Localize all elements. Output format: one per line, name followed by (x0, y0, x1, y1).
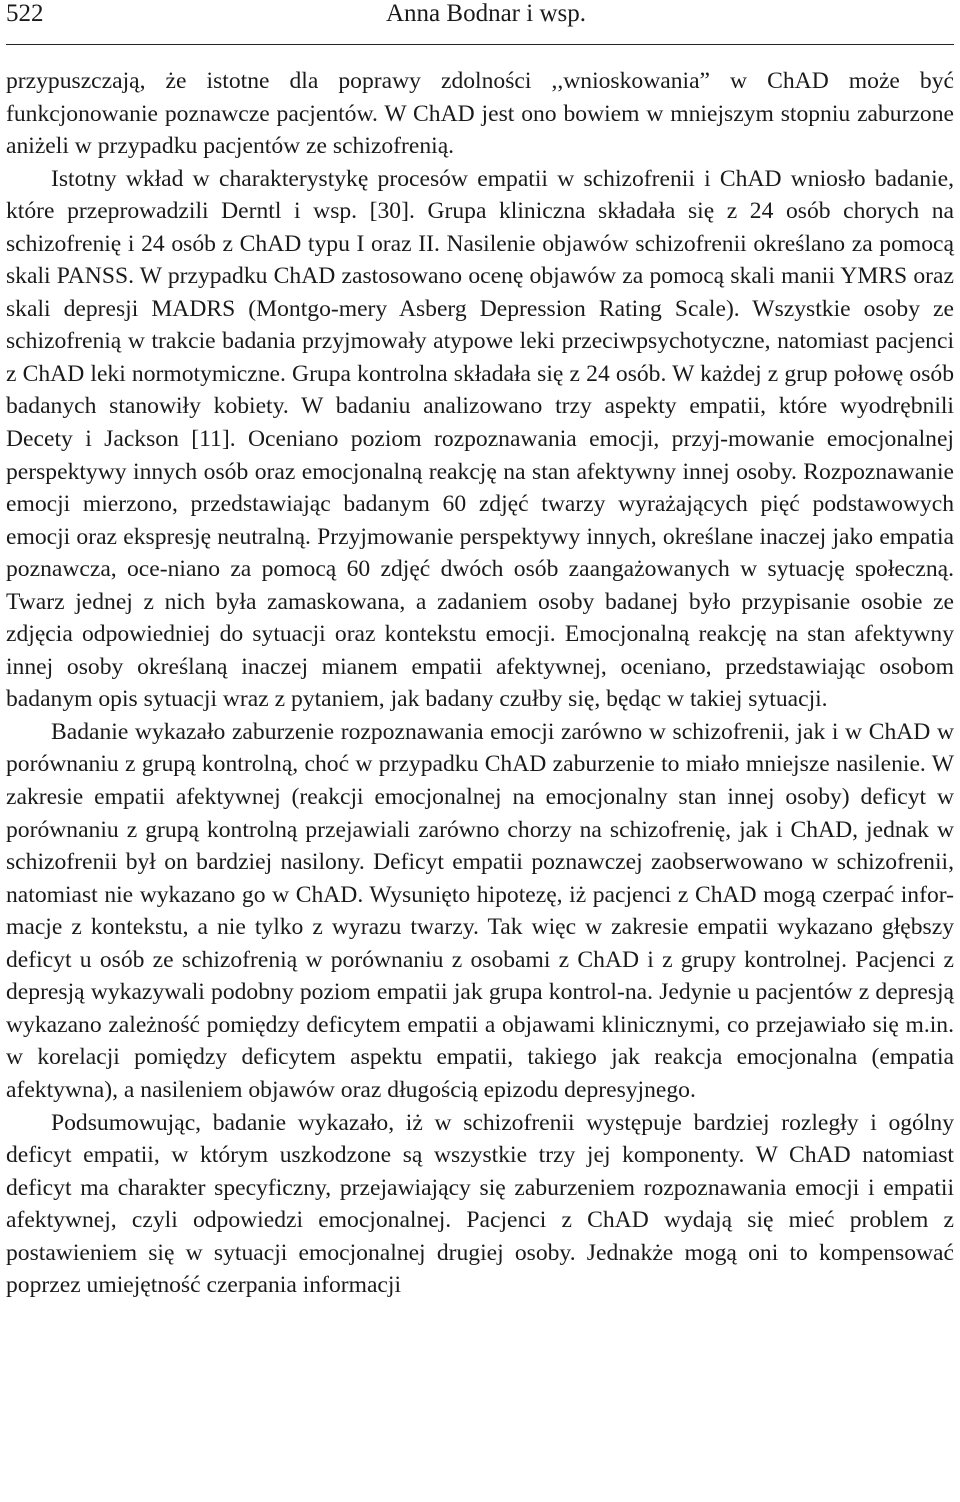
paragraph-1: przypuszczają, że istotne dla poprawy zdolności ,,wnioskowania” w ChAD może być funkcjonowanie poznawcze pacjentów. W ChAD jest ono bowiem w mniejszym stopniu zaburzone aniżeli w przypadku pacjentów ze schizofrenią. (6, 68, 954, 160)
page-header (6, 0, 954, 45)
body-text (6, 65, 954, 1302)
paragraph-3: Badanie wykazało zaburzenie rozpoznawania emocji zarówno w schizofrenii, jak i w ChAD w porównaniu z grupą kontrolną, choć w przypadku ChAD zaburzenie to miało mniejsze nasilenie. W zakresie empatii afektywnej (reakcji emocjonalnej na emocjonalny stan innej osoby) deficyt w porównaniu z grupą kontrolną przejawiali zarówno chorzy na schizofrenię, jak i ChAD, jednak w schizofrenii był on bardziej nasilony. Deficyt empatii poznawczej zaobserwowano w schizofrenii, natomiast nie wykazano go w ChAD. Wysunięto hipotezę, iż pacjenci z ChAD mogą czerpać infor-macje z kontekstu, a nie tylko z wyrazu twarzy. Tak więc w zakresie empatii wykazano głębszy deficyt u osób ze schizofrenią w porównaniu z osobami z ChAD i z grupy kontrolnej. Pacjenci z depresją wykazywali podobny poziom empatii jak grupa kontrol-na. Jedynie u pacjentów z depresją wykazano zależność pomiędzy deficytem empatii a objawami klinicznymi, co przejawiało się m.in. w korelacji pomiędzy deficytem aspektu empatii, takiego jak reakcja emocjonalna (empatia afektywna), a nasileniem objawów oraz długością epizodu depresyjnego. (6, 718, 954, 1103)
running-head: Anna Bodnar i wsp. (386, 0, 586, 27)
page-number: 522 (6, 0, 44, 27)
paragraph-4: Podsumowując, badanie wykazało, iż w schizofrenii występuje bardziej rozległy i ogólny deficyt empatii, w którym uszkodzone są wszystkie trzy jej komponenty. W ChAD natomiast deficyt ma charakter specyficzny, przejawiający się zaburzeniem rozpoznawania emocji i empatii afektywnej, czyli odpowiedzi emocjonalnej. Pacjenci z ChAD wydają się mieć problem z postawieniem się w sytuacji emocjonalnej drugiej osoby. Jednakże mogą oni to kompensować poprzez umiejętność czerpania informacji (6, 1109, 954, 1299)
paragraph-2: Istotny wkład w charakterystykę procesów empatii w schizofrenii i ChAD wniosło badanie, które przeprowadzili Derntl i wsp. [30]. Grupa kliniczna składała się z 24 osób chorych na schizofrenię i 24 osób z ChAD typu I oraz II. Nasilenie objawów schizofrenii określano za pomocą skali PANSS. W przypadku ChAD zastosowano ocenę objawów za pomocą skali manii YMRS oraz skali depresji MADRS (Montgo-mery Asberg Depression Rating Scale). Wszystkie osoby ze schizofrenią w trakcie badania przyjmowały atypowe leki przeciwpsychotyczne, natomiast pacjenci z ChAD leki normotymiczne. Grupa kontrolna składała się z 24 osób. W każdej z grup połowę osób badanych stanowiły kobiety. W badaniu analizowano trzy aspekty empatii, które wyodrębnili Decety i Jackson [11]. Oceniano poziom rozpoznawania emocji, przyj-mowanie emocjonalnej perspektywy innych osób oraz emocjonalną reakcję na stan afektywny innej osoby. Rozpoznawanie emocji mierzono, przedstawiając badanym 60 zdjęć twarzy wyrażających pięć podstawowych emocji oraz ekspresję neutralną. Przyjmowanie perspektywy innych, określane inaczej jako empatia poznawcza, oce-niano za pomocą 60 zdjęć dwóch osób zaangażowanych w sytuację społeczną. Twarz jednej z nich była zamaskowana, a zadaniem osoby badanej było przypisanie osobie ze zdjęcia odpowiedniej do sytuacji oraz kontekstu emocji. Emocjonalną reakcję na stan afektywny innej osoby określaną inaczej mianem empatii afektywnej, oceniano, przedstawiając osobom badanym opis sytuacji wraz z pytaniem, jak badany czułby się, będąc w takiej sytuacji. (6, 165, 954, 713)
